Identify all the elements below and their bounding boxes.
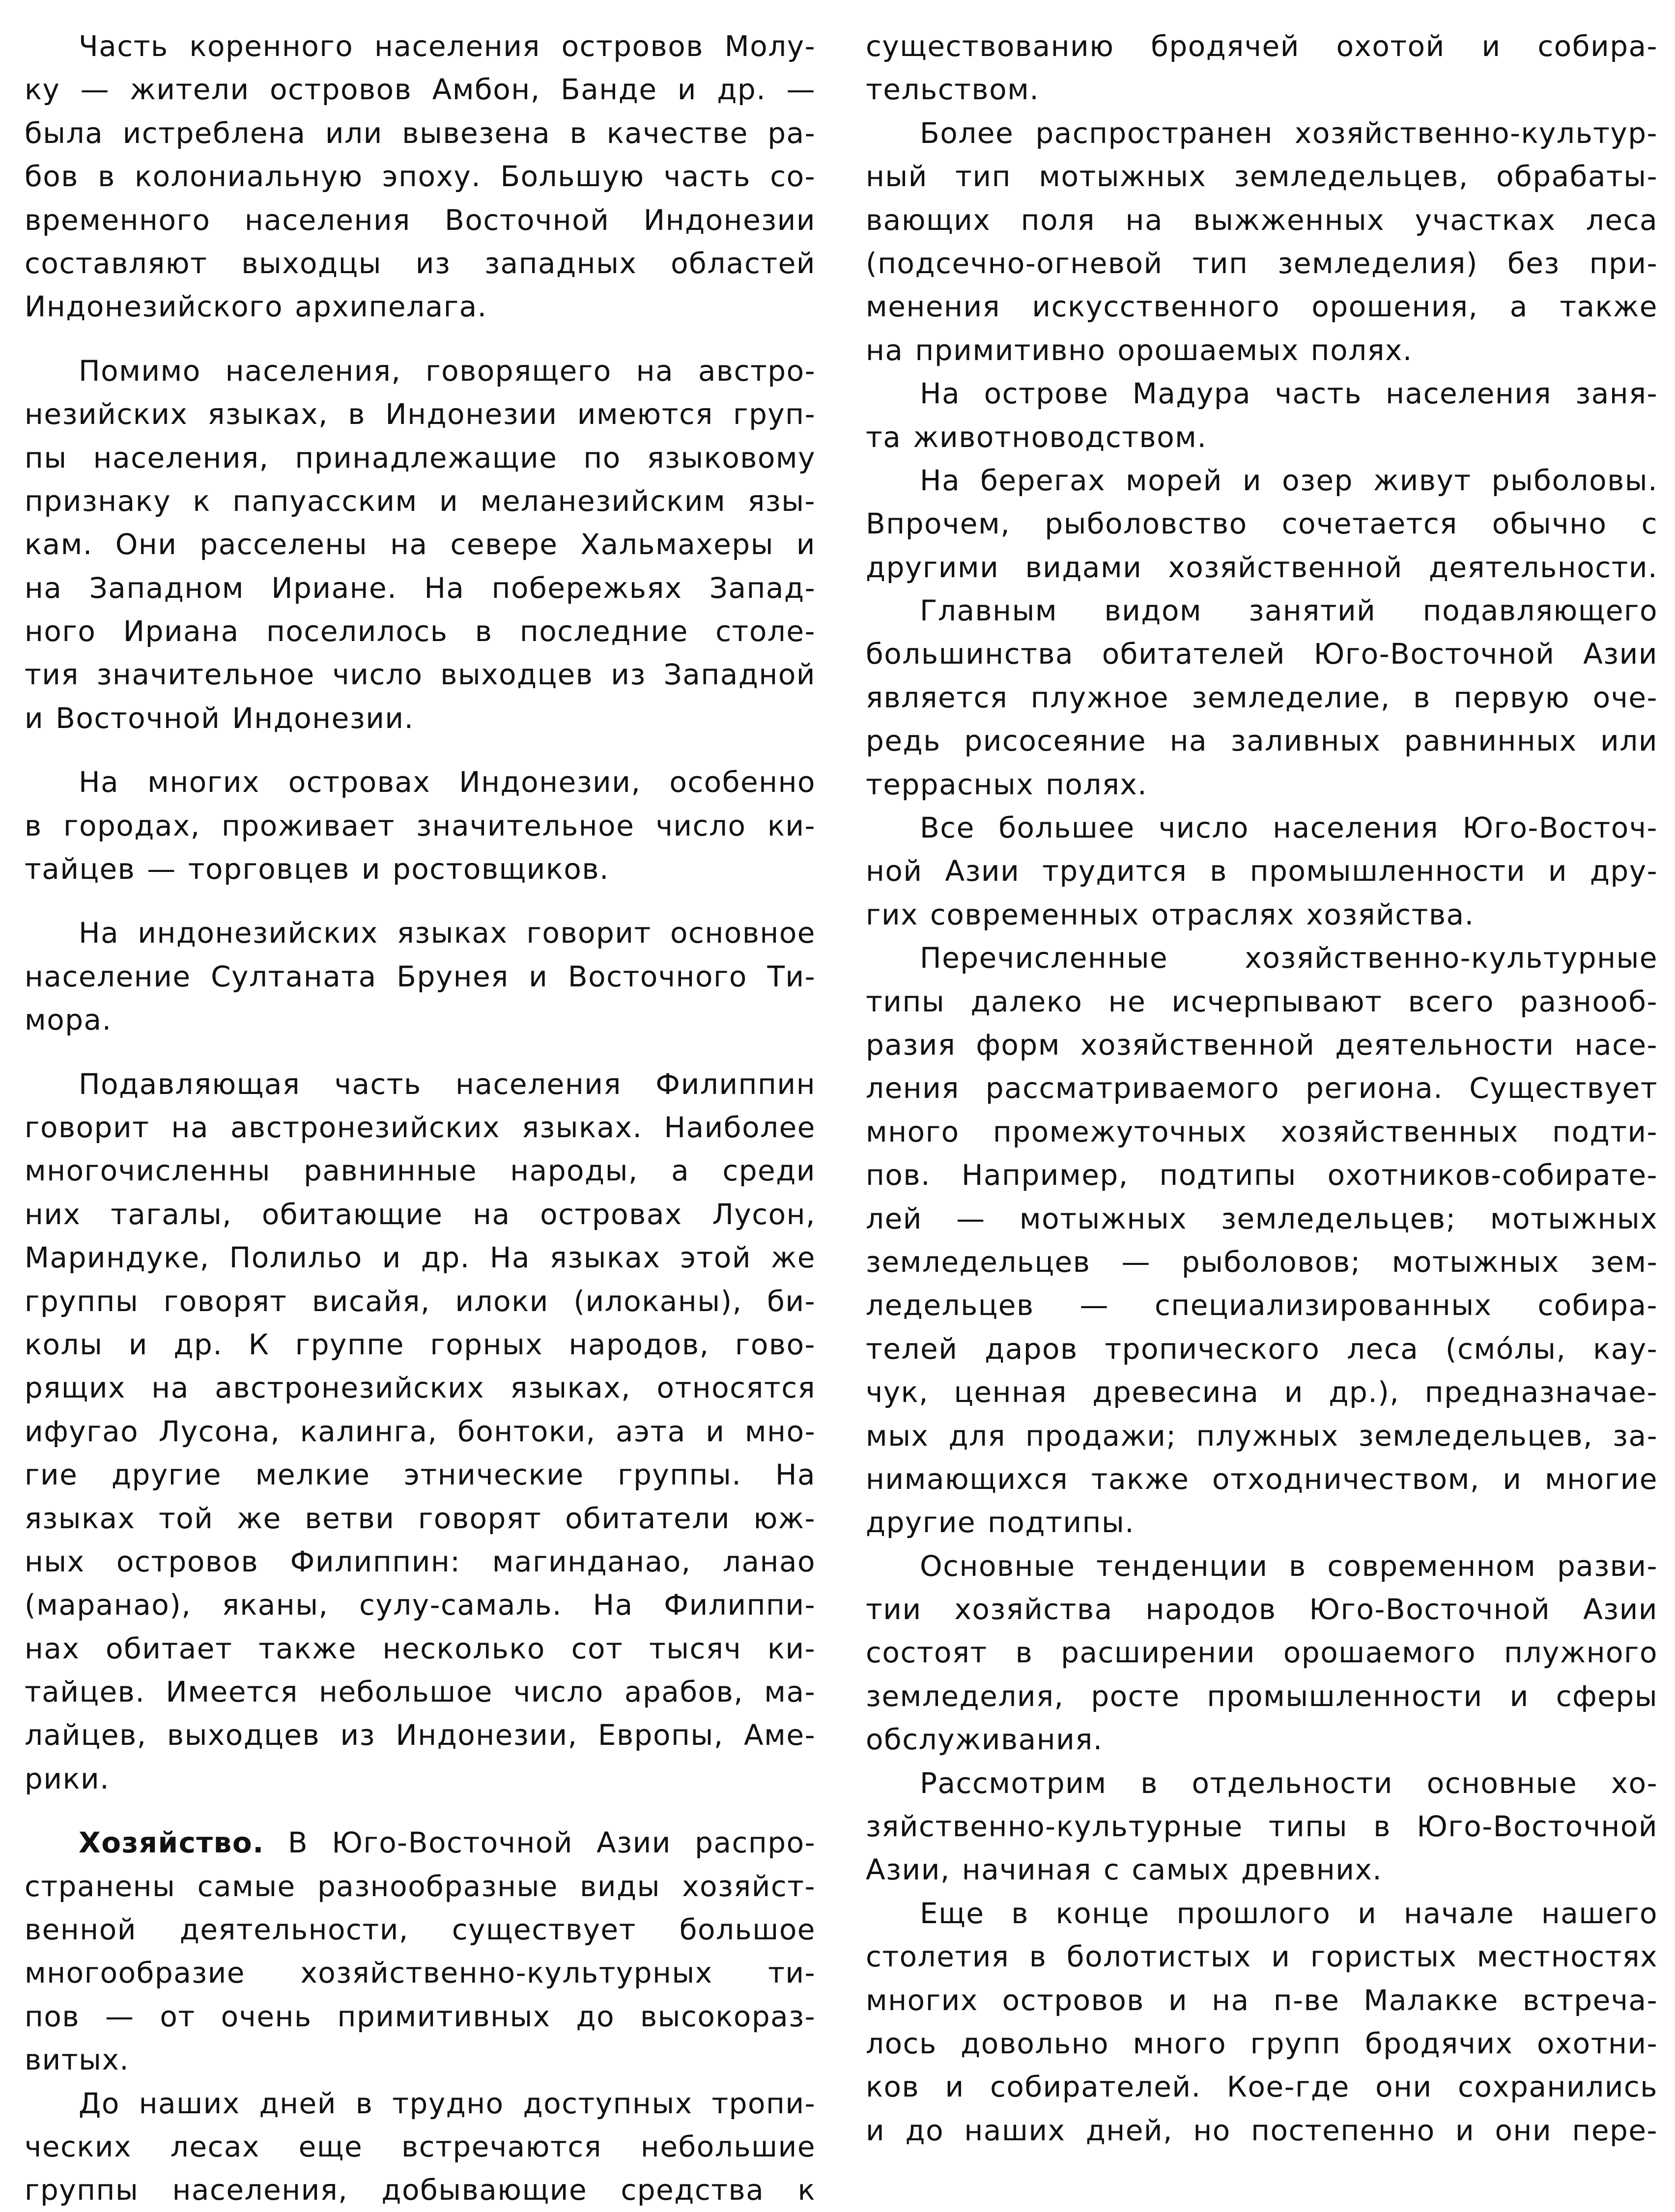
text-line: зяйственно-культурные типы в Юго-Восточной xyxy=(866,1810,1658,1844)
text-line: ный тип мотыжных земледельцев, обрабаты- xyxy=(866,160,1658,194)
text-line: Индонезийского архипелага. xyxy=(25,290,487,324)
section-heading: Хозяйство. xyxy=(79,1826,264,1860)
text-line: на примитивно орошаемых полях. xyxy=(866,333,1413,367)
text-line: Подавляющая часть населения Филиппин xyxy=(79,1067,816,1101)
text-line: венной деятельности, существует большое xyxy=(25,1913,816,1947)
text-line: бов в колониальную эпоху. Большую часть со- xyxy=(25,160,816,194)
text-line: тии хозяйства народов Юго-Восточной Азии xyxy=(866,1593,1658,1626)
text-line: и Восточной Индонезии. xyxy=(25,701,414,735)
text-line: другими видами хозяйственной деятельности. xyxy=(866,550,1658,584)
text-line: мора. xyxy=(25,1003,112,1037)
text-line: Все большее число населения Юго-Восточ- xyxy=(920,811,1658,845)
text-line: незийских языках, в Индонезии имеются груп- xyxy=(25,397,816,431)
text-line: пов. Например, подтипы охотников-собирате- xyxy=(866,1158,1658,1192)
text-line: население Султаната Брунея и Восточного Ти- xyxy=(25,959,816,993)
text-line: На острове Мадура часть населения заня- xyxy=(920,377,1658,411)
text-line: Впрочем, рыболовство сочетается обычно с xyxy=(866,507,1658,541)
text-line: земледельцев — рыболовов; мотыжных зем- xyxy=(866,1245,1658,1279)
text-line xyxy=(25,1821,816,1864)
text-line: чук, ценная древесина и др.), предназначае- xyxy=(866,1375,1658,1409)
text-line: составляют выходцы из западных областей xyxy=(25,246,816,280)
line-text: В Юго-Восточной Азии распро- xyxy=(264,1826,816,1860)
text-line: ных островов Филиппин: магинданао, ланао xyxy=(25,1544,816,1578)
text-line: Еще в конце прошлого и начале нашего xyxy=(920,1896,1658,1930)
text-line: гие другие мелкие этнические группы. На xyxy=(25,1458,816,1492)
text-line: та животноводством. xyxy=(866,420,1207,454)
text-line: ного Ириана поселилось в последние столе- xyxy=(25,615,816,648)
text-line: столетия в болотистых и гористых местностях xyxy=(866,1940,1658,1974)
text-line: На многих островах Индонезии, особенно xyxy=(79,765,816,799)
text-line: На индонезийских языках говорит основное xyxy=(79,916,816,950)
text-line: земледелия, росте промышленности и сферы xyxy=(866,1679,1658,1713)
text-line: лось довольно много групп бродячих охотни- xyxy=(866,2026,1658,2060)
text-line: языках той же ветви говорят обитатели юж- xyxy=(25,1501,816,1535)
text-line: Часть коренного населения островов Молу- xyxy=(79,29,816,63)
text-line: говорит на австронезийских языках. Наиболее xyxy=(25,1110,816,1144)
text-line: ков и собирателей. Кое-где они сохранились xyxy=(866,2070,1658,2104)
text-line: странены самые разнообразные виды хозяйст- xyxy=(25,1869,816,1903)
text-line: (маранао), яканы, сулу-самаль. На Филиппи- xyxy=(25,1588,816,1622)
text-line: и до наших дней, но постепенно и они пере- xyxy=(866,2113,1658,2147)
text-line: мых для продажи; плужных земледельцев, за- xyxy=(866,1419,1658,1453)
text-line: является плужное земледелие, в первую оче- xyxy=(866,680,1658,714)
text-line: редь рисосеяние на заливных равнинных или xyxy=(866,724,1658,758)
text-line: в городах, проживает значительное число ки- xyxy=(25,809,816,842)
text-line: Основные тенденции в современном разви- xyxy=(920,1549,1658,1583)
text-line: Помимо населения, говорящего на австро- xyxy=(79,354,816,388)
text-line: другие подтипы. xyxy=(866,1506,1135,1540)
text-line: менения искусственного орошения, а также xyxy=(866,290,1658,324)
text-line: ления рассматриваемого региона. Существует xyxy=(866,1071,1658,1105)
text-line: ледельцев — специализированных собира- xyxy=(866,1288,1658,1322)
text-line: террасных полях. xyxy=(866,767,1148,801)
text-line: многочисленны равнинные народы, а среди xyxy=(25,1154,816,1188)
text-line: Мариндуке, Полильо и др. На языках этой же xyxy=(25,1241,816,1275)
left-text-column xyxy=(25,25,816,2212)
text-line: большинства обитателей Юго-Восточной Азии xyxy=(866,637,1658,671)
text-line: рящих на австронезийских языках, относятся xyxy=(25,1371,816,1405)
text-line: нах обитает также несколько сот тысяч ки- xyxy=(25,1631,816,1665)
text-line: группы говорят висайя, илоки (илоканы), би- xyxy=(25,1284,816,1318)
text-line: лайцев, выходцев из Индонезии, Европы, Аме- xyxy=(25,1718,816,1752)
text-line: (подсечно-огневой тип земледелия) без при- xyxy=(866,246,1658,280)
text-line: нимающихся также отходничеством, и многие xyxy=(866,1462,1658,1496)
text-line: лей — мотыжных земледельцев; мотыжных xyxy=(866,1202,1658,1235)
text-line: обслуживания. xyxy=(866,1723,1103,1757)
text-line: вающих поля на выжженных участках леса xyxy=(866,203,1658,237)
text-line: была истреблена или вывезена в качестве ра- xyxy=(25,116,816,150)
text-line: Рассмотрим в отдельности основные хо- xyxy=(920,1766,1658,1800)
right-text-column xyxy=(866,25,1658,2152)
text-line: колы и др. К группе горных народов, гово- xyxy=(25,1327,816,1361)
text-line: признаку к папуасским и меланезийским язы- xyxy=(25,484,816,518)
text-line: многообразие хозяйственно-культурных ти- xyxy=(25,1956,816,1990)
text-line: кам. Они расселены на севере Хальмахеры и xyxy=(25,528,816,561)
text-line: на Западном Ириане. На побережьях Запад- xyxy=(25,571,816,605)
text-line: тайцев — торговцев и ростовщиков. xyxy=(25,852,609,886)
text-line: витых. xyxy=(25,2043,130,2077)
text-line: телей даров тропического леса (смóлы, кау- xyxy=(866,1332,1658,1366)
text-line: Азии, начиная с самых древних. xyxy=(866,1853,1383,1887)
text-line: ной Азии трудится в промышленности и дру- xyxy=(866,854,1658,888)
text-line: много промежуточных хозяйственных подти- xyxy=(866,1115,1658,1148)
text-line: тельством. xyxy=(866,73,1040,107)
text-line: типы далеко не исчерпывают всего разнооб- xyxy=(866,984,1658,1018)
text-line: группы населения, добывающие средства к xyxy=(25,2173,816,2207)
text-line: Перечисленные хозяйственно-культурные xyxy=(920,941,1658,975)
text-line: состоят в расширении орошаемого плужного xyxy=(866,1636,1658,1670)
text-line: пы населения, принадлежащие по языковому xyxy=(25,441,816,475)
text-line: разия форм хозяйственной деятельности насе- xyxy=(866,1028,1658,1062)
text-line: ческих лесах еще встречаются небольшие xyxy=(25,2129,816,2163)
text-line: ифугао Лусона, калинга, бонтоки, аэта и мно- xyxy=(25,1414,816,1448)
text-line: временного населения Восточной Индонезии xyxy=(25,203,816,237)
text-line: На берегах морей и озер живут рыболовы. xyxy=(920,463,1658,497)
text-line: тия значительное число выходцев из Западной xyxy=(25,658,816,692)
text-line: ку — жители островов Амбон, Банде и др. — xyxy=(25,73,816,107)
text-line: рики. xyxy=(25,1762,110,1795)
text-line: Главным видом занятий подавляющего xyxy=(920,594,1658,628)
text-line: многих островов и на п-ве Малакке встреча- xyxy=(866,1983,1658,2017)
text-line: До наших дней в трудно доступных тропи- xyxy=(79,2086,816,2120)
text-line: тайцев. Имеется небольшое число арабов, ма- xyxy=(25,1675,816,1709)
text-line: них тагалы, обитающие на островах Лусон, xyxy=(25,1197,816,1231)
text-line: Более распространен хозяйственно-культур- xyxy=(920,116,1658,150)
text-line: гих современных отраслях хозяйства. xyxy=(866,897,1475,931)
text-line: пов — от очень примитивных до высокораз- xyxy=(25,1999,816,2033)
text-line: существованию бродячей охотой и собира- xyxy=(866,29,1658,63)
